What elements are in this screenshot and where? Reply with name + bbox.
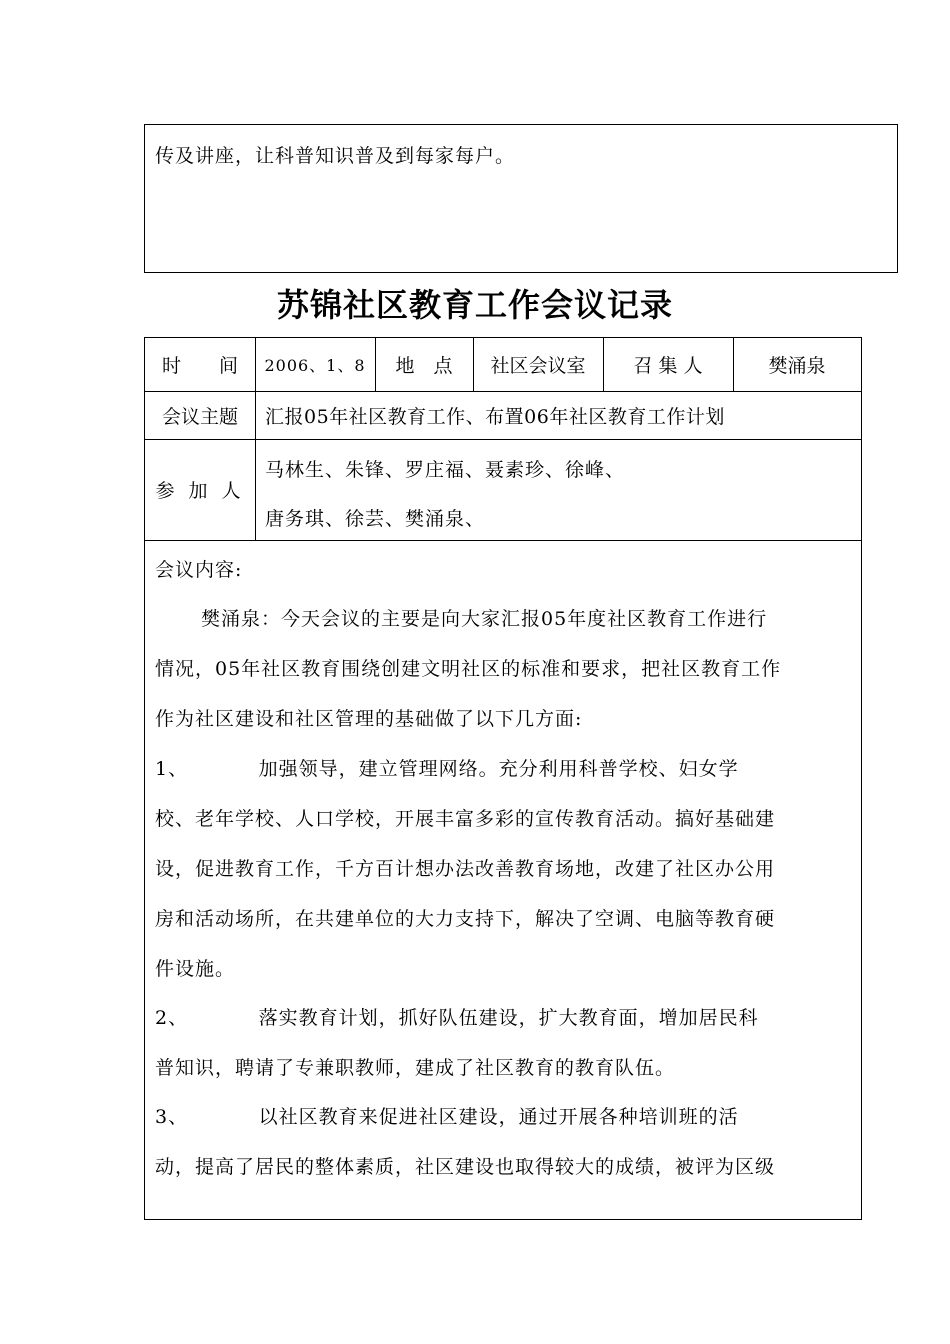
content-line: 件设施。 xyxy=(155,958,236,980)
content-line: 樊涌泉：今天会议的主要是向大家汇报05年度社区教育工作进行 xyxy=(201,608,768,630)
time-value: 2006、1、8 xyxy=(264,356,366,375)
content-heading: 会议内容: xyxy=(155,559,243,581)
row-divider xyxy=(145,540,861,541)
content-line: 3、 以社区教育来促进社区建设，通过开展各种培训班的活 xyxy=(155,1106,739,1128)
content-line: 1、 加强领导，建立管理网络。充分利用科普学校、妇女学 xyxy=(155,758,739,780)
content-line: 房和活动场所，在共建单位的大力支持下，解决了空调、电脑等教育硬 xyxy=(155,908,776,930)
meeting-record-form xyxy=(144,337,862,1220)
content-line: 动，提高了居民的整体素质，社区建设也取得较大的成绩，被评为区级 xyxy=(155,1156,776,1178)
continuation-box xyxy=(144,124,898,273)
content-line: 校、老年学校、人口学校，开展丰富多彩的宣传教育活动。搞好基础建 xyxy=(155,808,776,830)
time-label: 时 间 xyxy=(161,355,238,377)
topic-label: 会议主题 xyxy=(161,405,238,428)
content-line: 2、 落实教育计划，抓好队伍建设，扩大教育面，增加居民科 xyxy=(155,1007,759,1029)
participants-line-2: 唐务琪、徐芸、樊涌泉、 xyxy=(265,508,486,530)
document-title: 苏锦社区教育工作会议记录 xyxy=(276,286,673,324)
content-line: 作为社区建设和社区管理的基础做了以下几方面: xyxy=(155,708,583,730)
participants-line-1: 马林生、朱锋、罗庄福、聂素珍、徐峰、 xyxy=(265,459,626,481)
participants-label: 参 加 人 xyxy=(155,480,245,502)
convener-label: 召 集 人 xyxy=(633,355,703,377)
content-line: 情况，05年社区教育围绕创建文明社区的标准和要求，把社区教育工作 xyxy=(155,658,782,680)
topic-value: 汇报05年社区教育工作、布置06年社区教育工作计划 xyxy=(265,405,725,428)
convener-value: 樊涌泉 xyxy=(768,355,826,377)
place-label: 地 点 xyxy=(395,355,453,377)
content-line: 设，促进教育工作，千方百计想办法改善教育场地，改建了社区办公用 xyxy=(155,858,776,880)
place-value: 社区会议室 xyxy=(490,355,586,377)
content-line: 普知识，聘请了专兼职教师，建成了社区教育的教育队伍。 xyxy=(155,1057,676,1079)
continuation-text: 传及讲座，让科普知识普及到每家每户。 xyxy=(155,145,516,167)
